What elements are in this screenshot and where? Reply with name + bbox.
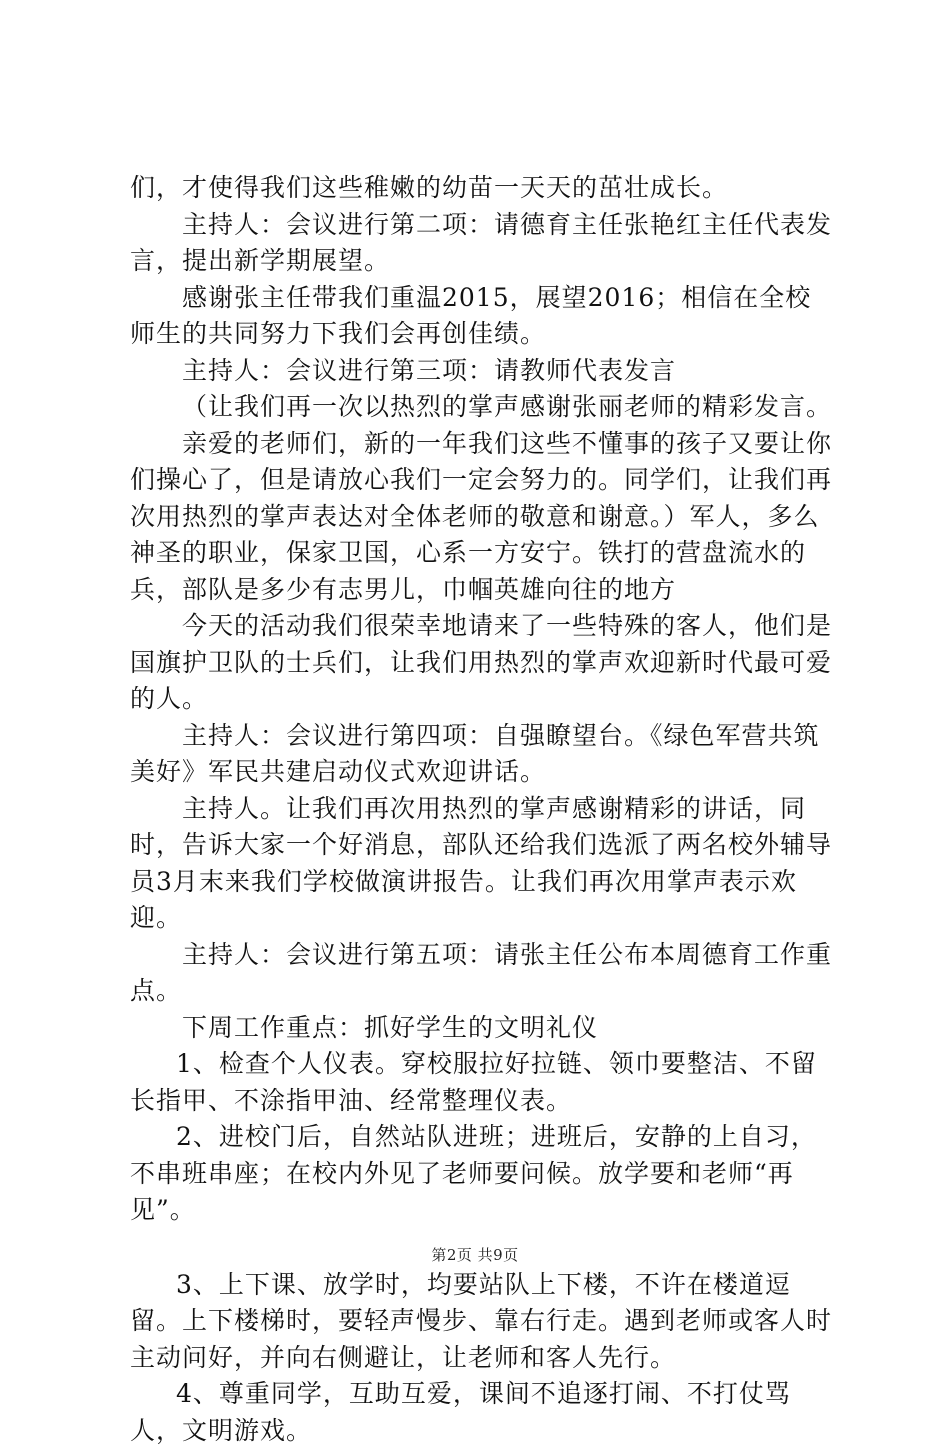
paragraph-agenda-item-4: 主持人：会议进行第四项：自强瞭望台。《绿色军营共筑美好》军民共建启动仪式欢迎讲话。 — [130, 720, 820, 786]
list-item-4: 4、尊重同学，互助互爱，课间不追逐打闹、不打仗骂人，文明游戏。 — [130, 1379, 791, 1445]
list-item-1: 1、检查个人仪表。穿校服拉好拉链、领巾要整洁、不留长指甲、不涂指甲油、经常整理仪表。 — [130, 1049, 817, 1115]
paragraph-host-announcement: 主持人。让我们再次用热烈的掌声感谢精彩的讲话，同时，告诉大家一个好消息，部队还给我们选派了两名校外辅导员3月末来我们学校做演讲报告。让我们再次用掌声表示欢迎。 — [130, 793, 833, 932]
paragraph-agenda-item-5: 主持人：会议进行第五项：请张主任公布本周德育工作重点。 — [130, 939, 833, 1005]
paragraph-weekly-focus: 下周工作重点：抓好学生的文明礼仪 — [182, 1012, 599, 1042]
paragraph-thanks-director: 感谢张主任带我们重温2015，展望2016；相信在全校师生的共同努力下我们会再创佳绩。 — [130, 282, 812, 348]
paragraph-special-guests: 今天的活动我们很荣幸地请来了一些特殊的客人，他们是国旗护卫队的士兵们，让我们用热烈的掌声欢迎新时代最可爱的人。 — [130, 611, 833, 713]
paragraph-dear-teachers: 亲爱的老师们，新的一年我们这些不懂事的孩子又要让你们操心了，但是请放心我们一定会努力的。同学们，让我们再次用热烈的掌声表达对全体老师的敬意和谢意。）军人，多么神圣的职业，保家卫国，心系一方安宁。铁打的营盘流水的兵，部队是多少有志男儿，巾帼英雄向往的地方 — [130, 428, 833, 604]
paragraph-agenda-item-2: 主持人：会议进行第二项：请德育主任张艳红主任代表发言，提出新学期展望。 — [130, 209, 833, 275]
list-item-2: 2、进校门后，自然站队进班；进班后，安静的上自习，不串班串座；在校内外见了老师要问候。放学要和老师“再见”。 — [130, 1122, 817, 1224]
paragraph-applause-teacher: （让我们再一次以热烈的掌声感谢张丽老师的精彩发言。 — [182, 392, 833, 421]
page-footer: 第2页 共9页 — [431, 1246, 519, 1264]
list-item-3: 3、上下课、放学时，均要站队上下楼，不许在楼道逗留。上下楼梯时，要轻声慢步、靠右行走。遇到老师或客人时主动问好，并向右侧避让，让老师和客人先行。 — [130, 1269, 833, 1372]
paragraph-agenda-item-3: 主持人：会议进行第三项：请教师代表发言 — [182, 355, 677, 385]
paragraph-continuation: 们，才使得我们这些稚嫩的幼苗一天天的茁壮成长。 — [130, 173, 729, 202]
